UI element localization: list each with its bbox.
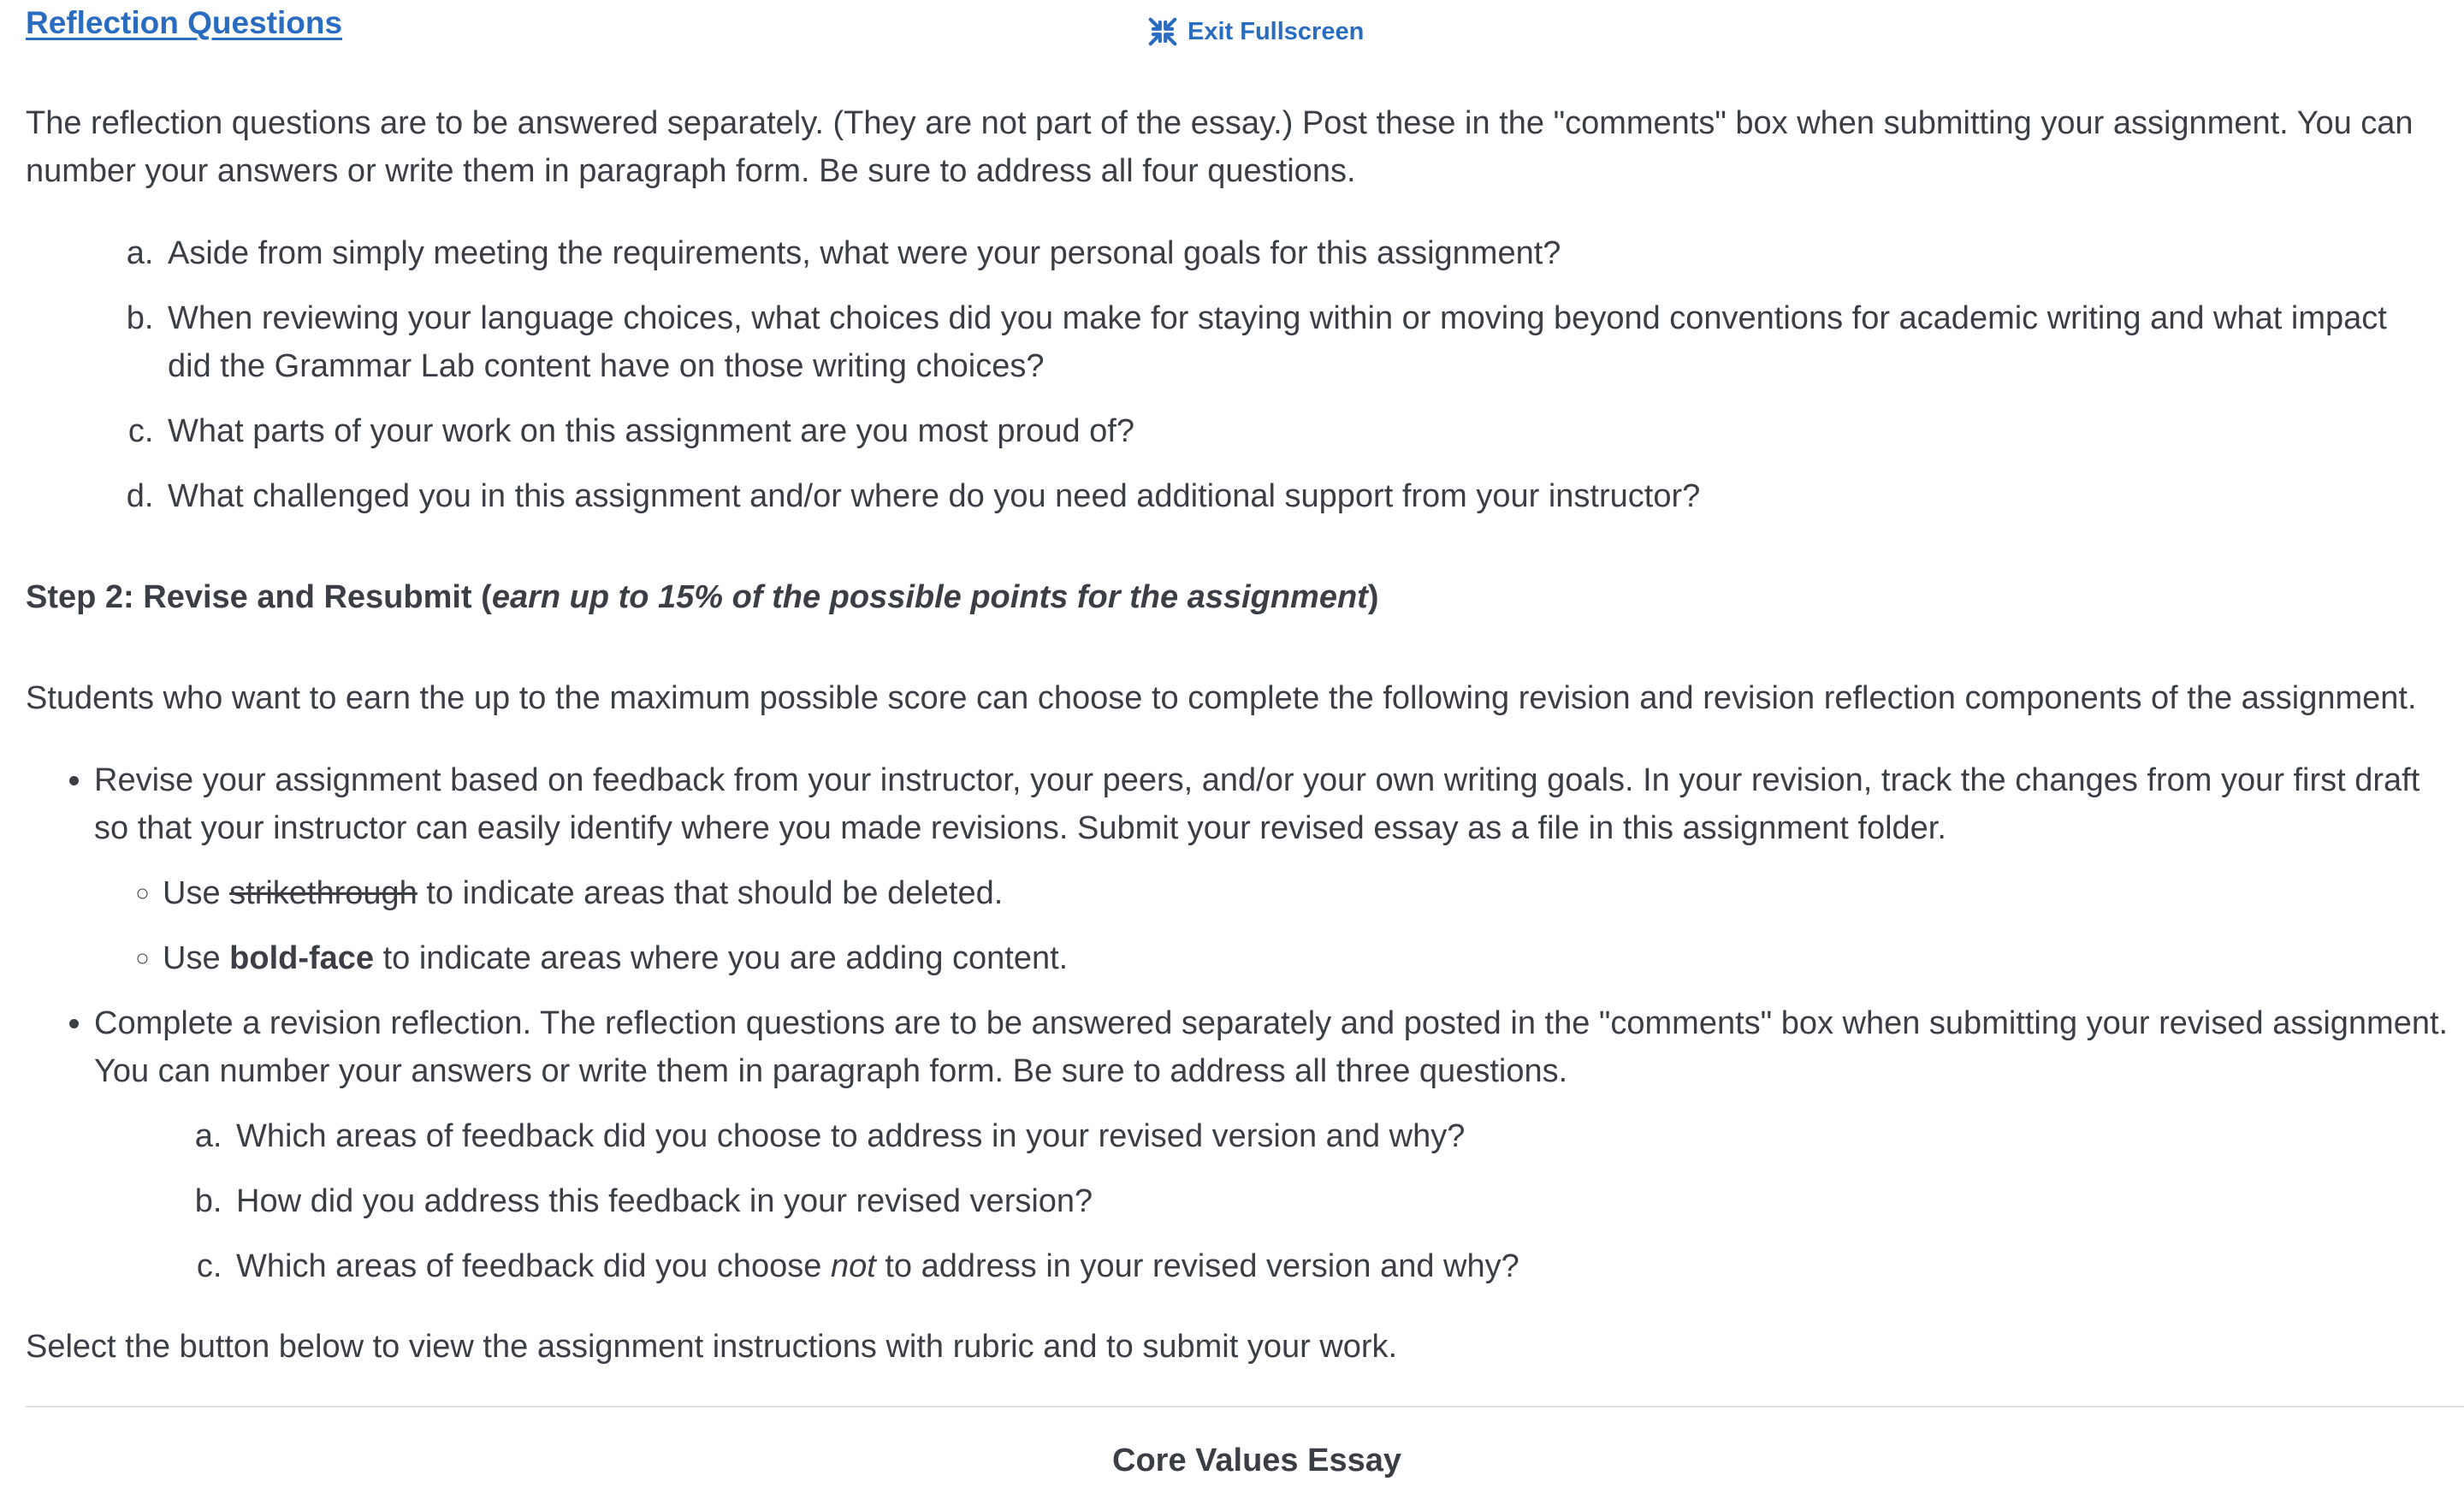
revision-sublist bbox=[94, 869, 2455, 982]
list-item bbox=[94, 999, 2455, 1290]
list-item: b. When reviewing your language choices, what choices did you make for staying within or moving beyond conventions for academic writing and what impact did the Grammar Lab content have on those writing choices? bbox=[163, 294, 2421, 390]
students-paragraph: Students who want to earn the up to the maximum possible score can choose to complete the following revision and revision reflection components of the assignment. bbox=[26, 680, 2417, 716]
list-item: c. What parts of your work on this assignment are you most proud of? bbox=[163, 407, 2421, 455]
list-item: d. What challenged you in this assignment and/or where do you need additional support from your instructor? bbox=[163, 472, 2421, 520]
list-item bbox=[231, 1242, 2455, 1290]
bullet2-text: Complete a revision reflection. The reflection questions are to be answered separately and posted in the "comments" box when submitting your revised assignment. You can number your answers or write them in paragraph form. Be sure to address all three questions. bbox=[94, 1005, 2449, 1089]
list-item: b. How did you address this feedback in your revised version? bbox=[231, 1177, 2455, 1225]
sub1-pre: Use bbox=[163, 875, 230, 911]
bullet1-text: Revise your assignment based on feedback from your instructor, your peers, and/or your own writing goals. In your revision, track the changes from your first draft so that your instructor can easily identify where you made revisions. Submit your revised essay as a file in this assignment folder. bbox=[94, 762, 2420, 846]
exit-fullscreen-label: Exit Fullscreen bbox=[1188, 17, 1365, 45]
exit-fullscreen-button[interactable] bbox=[1146, 15, 1364, 48]
strikethrough-example: strikethrough bbox=[229, 875, 418, 911]
list-item: a. Which areas of feedback did you choose to address in your revised version and why? bbox=[231, 1112, 2455, 1160]
step2-emphasis: earn up to 15% of the possible points for the assignment bbox=[491, 579, 1368, 615]
list-item bbox=[94, 756, 2455, 982]
q3-post: to address in your revised version and why? bbox=[875, 1248, 1519, 1284]
list-item bbox=[163, 934, 2455, 982]
step2-heading-text: Step 2: Revise and Resubmit ( bbox=[26, 579, 492, 615]
sub1-post: to indicate areas that should be deleted. bbox=[417, 875, 1004, 911]
step2-close: ) bbox=[1367, 579, 1379, 615]
q3-emphasis: not bbox=[830, 1248, 876, 1284]
q3-pre: Which areas of feedback did you choose bbox=[236, 1248, 831, 1284]
reflection-questions-list bbox=[163, 229, 2421, 537]
list-item: a. Aside from simply meeting the requirements, what were your personal goals for this assignment? bbox=[163, 229, 2421, 277]
list-item bbox=[163, 869, 2455, 917]
step2-heading bbox=[26, 573, 1378, 621]
collapse-arrows-icon bbox=[1146, 15, 1179, 48]
sub2-pre: Use bbox=[163, 940, 230, 976]
select-instructions: Select the button below to view the assignment instructions with rubric and to submit your work. bbox=[26, 1329, 1398, 1365]
divider bbox=[26, 1406, 2464, 1407]
core-values-essay-button[interactable]: Core Values Essay bbox=[1112, 1443, 1401, 1478]
sub2-post: to indicate areas where you are adding content. bbox=[374, 940, 1069, 976]
revision-bullets bbox=[94, 756, 2455, 1307]
revision-reflection-questions bbox=[94, 1112, 2455, 1290]
intro-paragraph: The reflection questions are to be answered separately. (They are not part of the essay.) Post these in the "comments" box when submitting your assignment. You can number your answers or write them in paragraph form. Be sure to address all four questions. bbox=[26, 105, 2414, 189]
bold-face-example: bold-face bbox=[229, 940, 375, 976]
reflection-questions-link[interactable]: Reflection Questions bbox=[26, 5, 343, 40]
